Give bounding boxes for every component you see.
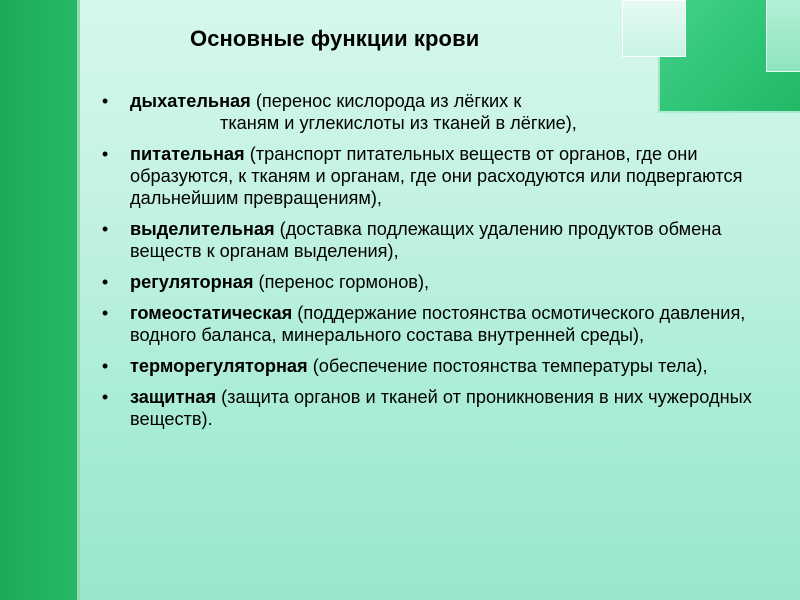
- bullet-icon: •: [101, 356, 109, 376]
- function-term: дыхательная: [130, 91, 251, 111]
- slide-title: Основные функции крови: [190, 26, 480, 51]
- bullet-list: [98, 90, 778, 439]
- list-item-excretory: [98, 218, 778, 262]
- function-description: (перенос кислорода из лёгких к: [250, 91, 522, 111]
- list-item-thermoregulatory: [98, 355, 778, 377]
- function-description: (защита органов и тканей от проникновения в них чужеродных веществ).: [130, 387, 752, 429]
- function-term: питательная: [130, 144, 245, 164]
- function-term: регуляторная: [130, 272, 254, 292]
- function-description: (обеспечение постоянства температуры тела),: [307, 356, 708, 376]
- function-term: терморегуляторная: [130, 356, 308, 376]
- bullet-icon: •: [101, 144, 109, 164]
- bullet-icon: •: [101, 387, 109, 407]
- bullet-icon: •: [101, 272, 109, 292]
- list-item-nutritive: [98, 143, 778, 209]
- function-description: (доставка подлежащих удалению продуктов обмена веществ к органам выделения),: [130, 219, 722, 261]
- bullet-icon: •: [101, 303, 109, 323]
- function-description: (поддержание постоянства осмотического давления, водного баланса, минерального состава внутренней среды),: [130, 303, 746, 345]
- function-term: защитная: [130, 387, 217, 407]
- list-item-protective: [98, 386, 778, 430]
- function-description: (транспорт питательных веществ от органов, где они образуются, к тканям и органам, где они расходуются или подвергаются дальнейшим превращениям),: [130, 144, 743, 208]
- bullet-icon: •: [101, 91, 109, 111]
- list-item-homeostatic: [98, 302, 778, 346]
- left-decorative-band: [0, 0, 80, 600]
- function-term: выделительная: [130, 219, 275, 239]
- function-term: гомеостатическая: [130, 303, 293, 323]
- decorative-light-square: [622, 0, 686, 57]
- function-description: (перенос гормонов),: [253, 272, 430, 292]
- function-description-continued: тканям и углекислоты из тканей в лёгкие),: [220, 113, 577, 133]
- list-item-respiratory: [98, 90, 778, 134]
- decorative-green-strip: [766, 0, 800, 72]
- list-item-regulatory: [98, 271, 778, 293]
- bullet-icon: •: [101, 219, 109, 239]
